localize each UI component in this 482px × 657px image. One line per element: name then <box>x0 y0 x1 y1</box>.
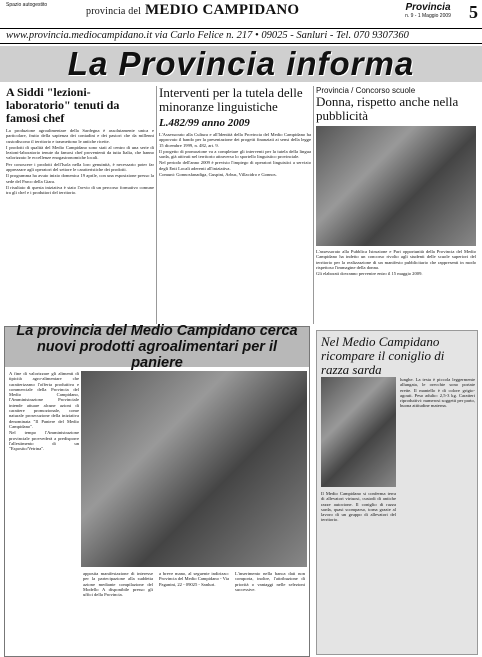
article-body <box>159 132 311 177</box>
feature-headline: La provincia del Medio Campidano cerca nuovi prodotti agroalimentari per il paniere <box>16 323 298 371</box>
newspaper-name <box>86 2 299 19</box>
paragraph: A fine di valorizzare gli alimenti di tipicità agro-alimentare che caratterizzano l'offerta produttiva e commerciale della Provincia del Medio Campidano, l'Amministrazione Provinciale intende attuare alcune azioni di carattere promozionale, come naturale prosecuzione della iniziativa denominata "Il Paniere del Medio Campidano". <box>9 371 79 429</box>
section-banner <box>0 46 482 82</box>
article-donna <box>316 86 476 326</box>
paragraph: Gli elaborati dovranno pervenire entro il 15 maggio 2009. <box>316 271 423 277</box>
brand-name: Provincia <box>405 2 451 13</box>
coniglio-feature <box>316 330 478 655</box>
paragraph: Per conoscere i prodotti dell'Isola nella loro genuinità, è necessario poter far apprezzare agli operatori del settore le caratteristiche dei prodotti. <box>6 161 154 173</box>
article-headline: A Siddi "lezioni- laboratorio" tenuti da famosi chef <box>6 86 120 125</box>
paragraph: L'Assessorato alla Cultura e all'Identità della Provincia del Medio Campidano ha approvato il bando per la presentazione dei progetti finanziati ai sensi della legge 15 dicembre 1999, n. 482, art. 9. <box>159 132 311 148</box>
feature-photo <box>81 371 307 567</box>
article-body <box>316 249 476 276</box>
feature-column: a breve mano, al seguente indirizzo: Provincia del Medio Campidano - Via Paganini, 22 - 09025 - Sanluri. <box>159 571 229 587</box>
paragraph: La produzione agroalimentare della Sardegna è assolutamente unica e particolare, frutto della sapienza dei contadini e dei pastori che da millenni custodiscono il territorio e trasmettono le antiche ricette. <box>6 128 154 144</box>
article-body <box>6 128 154 196</box>
article-headline: Donna, rispetto anche nella pubblicità <box>316 94 459 123</box>
feature-column: L'inserimento nella banca dati non comporta, inoltre, l'attribuzione di priorità o vantaggi nelle selezioni successive. <box>235 571 305 592</box>
paragraph: Il progetto di promozione va a completare gli interventi per la tutela della lingua sarda, già attivati nel territorio attraverso lo sportello linguistico provinciale. <box>159 148 311 160</box>
contact-line: www.provincia.mediocampidano.it via Carlo Felice n. 217 • 09025 - Sanluri - Tel. 070 9307360 <box>0 28 482 44</box>
page-number: 5 <box>469 2 478 22</box>
feature-column: apposita manifestazione di interesse per la partecipazione alla suddetta azione mediante compilazione del Modello A disponibile presso gli uffici della Provincia. <box>83 571 153 598</box>
feature-body <box>5 367 309 656</box>
rabbit-photo <box>321 377 396 487</box>
paniere-feature <box>4 323 310 657</box>
paragraph: Il risultato di questa iniziativa è stato l'avvio di un percorso formativo comune tra gli chef e i produttori del territorio. <box>6 184 154 196</box>
feature-column <box>9 371 79 651</box>
article-minoranze <box>159 86 311 324</box>
paragraph: Comuni: Gonnosfanadiga, Guspini, Arbus, Villacidro e Gonnos. <box>159 172 277 178</box>
article-subtitle: L.482/99 anno 2009 <box>159 117 250 129</box>
article-photo <box>316 126 476 246</box>
paragraph: L'assessorato alla Pubblica Istruzione e Pari opportunità della Provincia del Medio Campidano ha indetto un concorso rivolto agli studenti delle scuole superiori del territorio per la realizzazione di un manifesto pubblicitario che rappresenti in modo rispettoso l'immagine della donna. <box>316 249 476 270</box>
feature-header <box>5 323 309 371</box>
paragraph: I prodotti di qualità del Medio Campidano sono stati al centro di una serie di lezioni-laboratorio tenute da famosi chef provenienti da tutta Italia, che hanno valorizzato le eccellenze enogastronomiche locali. <box>6 144 154 161</box>
brand-block <box>398 2 458 19</box>
banner-title: La Provincia informa <box>67 45 415 82</box>
issue-info: n. 9 - 1 Maggio 2009 <box>405 13 451 19</box>
newspaper-prefix: provincia del <box>86 6 142 17</box>
feature-column: Il Medio Campidano si conferma terra di allevatori virtuosi, custodi di antiche razze autoctone. Il coniglio di razza sarda, quasi scomparso, torna grazie al lavoro di un gruppo di allevatori del territorio. <box>321 491 396 523</box>
column-divider <box>313 86 314 324</box>
column-divider <box>156 86 157 324</box>
paragraph: Nel periodo dell'anno 2009 è previsto l'impiego di operatori linguistici a servizio degli Enti Locali aderenti all'iniziativa. <box>159 160 311 171</box>
article-siddi <box>6 86 154 324</box>
article-headline: Interventi per la tutela delle minoranze linguistiche <box>159 86 303 114</box>
feature-column: lunghe. La testa è piccola leggermente allungata, le orecchie sono portate erette. Il mantello è di colore grigio-agouti. Peso adulto: 2,5-3 kg. Caratteri riproduttivi: numerosi soggetti per parto, buona attitudine materna. <box>400 377 475 409</box>
space-tag: Spazio autogestito <box>6 2 48 8</box>
feature-headline: Nel Medio Campidano ricompare il coniglio di razza sarda <box>321 334 445 377</box>
newspaper-title: MEDIO CAMPIDANO <box>145 2 300 18</box>
article-kicker: Provincia / Concorso scuole <box>316 86 416 95</box>
paragraph: Nel tempo l'Amministrazione provinciale provvederà a predisporre l'allestimento di un "Esposito/Vetrina". <box>9 430 79 452</box>
paragraph: Il programma ha avuto inizio domenica 19 aprile, con una esposizione presso la sede del Parco della Giara. <box>6 173 154 184</box>
